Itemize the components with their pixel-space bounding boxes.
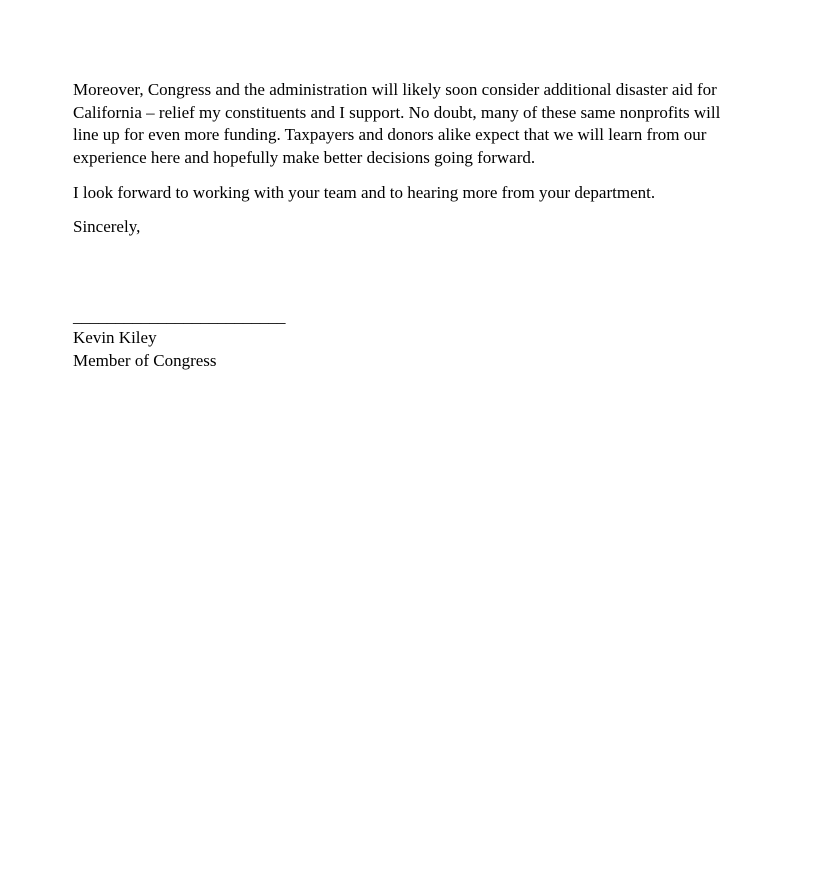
- letter-body: [73, 79, 745, 250]
- body-paragraph-additional-aid: Moreover, Congress and the administration will likely soon consider additional disaster aid for California – relief my constituents and I support. No doubt, many of these same nonprofits will line up for even more funding. Taxpayers and donors alike expect that we will learn from our experience here and hopefully make better decisions going forward.: [73, 80, 721, 168]
- signature-block: [73, 307, 286, 372]
- body-paragraph-look-forward: I look forward to working with your team and to hearing more from your department.: [73, 182, 656, 202]
- signer-name: Kevin Kiley: [73, 328, 157, 347]
- signature-line: _________________________: [73, 307, 286, 326]
- closing-salutation: Sincerely,: [73, 216, 141, 236]
- signer-title: Member of Congress: [73, 350, 217, 370]
